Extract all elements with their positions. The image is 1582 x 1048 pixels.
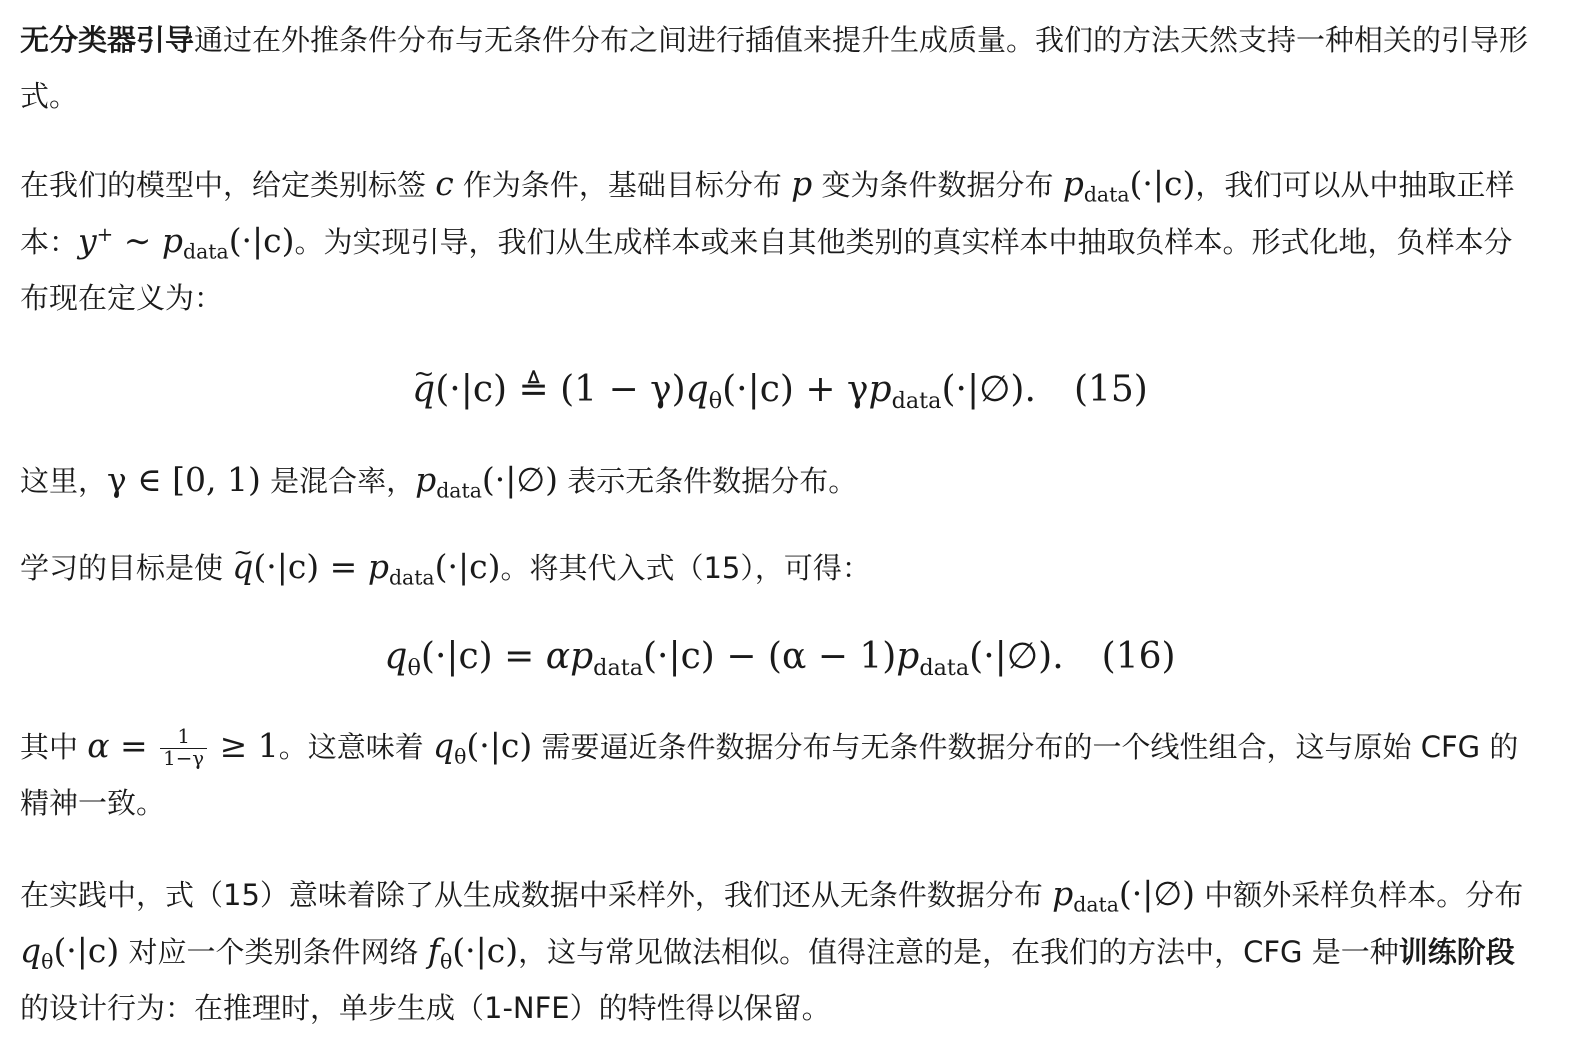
- paragraph-text: 变为条件数据分布: [812, 168, 1063, 202]
- paragraph-text: ，这与常见做法相似。值得注意的是，在我们的方法中，CFG 是一种: [518, 935, 1399, 969]
- equation-number: (15): [1073, 369, 1148, 410]
- math-q-theta: $q_\theta(\cdot|c)$: [432, 726, 533, 769]
- paragraph-text: 。为实现引导，我们从生成样本或来自其他类别的真实样本中抽取负样本。形式化地，负样本分布现在定义为：: [20, 225, 1513, 315]
- math-alpha-def: α = $\frac{1}{1-\gamma}$ ≥ 1: [87, 724, 279, 770]
- math-q-theta: $q_\theta(\cdot|c)$: [20, 931, 120, 974]
- math-pdata-cond: $p_{data}(\cdot|c)$: [1062, 164, 1196, 207]
- paragraph-conditioning: [20, 156, 1540, 326]
- paragraph-text: 在实践中，式（15）意味着除了从生成数据中采样外，我们还从无条件数据分布: [20, 878, 1053, 912]
- paragraph-text: 作为条件，基础目标分布: [453, 168, 792, 202]
- equation-15: ~ q(·|c) ≜ $(1 - \gamma)q_\theta(\cdot|c)$ + $\gamma p_{data}(\cdot|\emptyset)$. (15): [20, 365, 1540, 415]
- paragraph-text: 中额外采样负样本。分布: [1195, 878, 1524, 912]
- paragraph-mixing-rate: [20, 452, 857, 509]
- math-gamma-range: γ ∈ [0, 1): [107, 460, 261, 499]
- math-objective: ~ $q(\cdot|c) = p_{data}(\cdot|c)$: [232, 547, 500, 586]
- paragraph-text: 是混合率，: [260, 464, 416, 498]
- paragraph-alpha: [20, 718, 1540, 831]
- paragraph-text: 。将其代入式（15），可得：: [500, 551, 871, 585]
- paragraph-text: 对应一个类别条件网络: [119, 935, 428, 969]
- math-pdata-uncond: $p_{data}(\cdot|\emptyset)$: [415, 460, 558, 503]
- fraction: $\frac{1}{1-\gamma}$: [160, 727, 207, 770]
- paragraph-learning-objective: [20, 539, 871, 596]
- paragraph-text: 这里，: [20, 464, 108, 498]
- paragraph-text: 表示无条件数据分布。: [558, 464, 858, 498]
- math-c: c: [435, 164, 454, 203]
- paragraph-text: 通过在外推条件分布与无条件分布之间进行插值来提升生成质量。我们的方法天然支持一种相关的引导形式。: [20, 23, 1529, 113]
- paragraph-text: 其中: [20, 730, 88, 764]
- equation-16: $q_\theta(\cdot|c) = \alpha p_{data}(\cdot|c) - (\alpha$ − $1)p_{data}(\cdot|\emptyset)$. (16): [384, 636, 1176, 682]
- math-positive-sample: y+ ∼ $p_{data}(\cdot|c)$: [78, 221, 295, 264]
- paragraph-cfg-intro: [20, 12, 1540, 124]
- equation-number: (16): [1101, 636, 1176, 677]
- bold-term-cfg: 无分类器引导: [20, 23, 195, 57]
- math-f-theta: $f_\theta(\cdot|c)$: [427, 931, 519, 974]
- paragraph-text: 。这意味着: [278, 730, 433, 764]
- paragraph-text: 学习的目标是使: [20, 551, 233, 585]
- paragraph-text: 需要逼近条件数据分布与无条件数据分布的一个线性组合，这与原始 CFG 的精神一致。: [20, 730, 1519, 820]
- paragraph-text: 在我们的模型中，给定类别标签: [20, 168, 436, 202]
- paragraph-text: 的设计行为：在推理时，单步生成（1-NFE）的特性得以保留。: [20, 991, 831, 1025]
- math-p: p: [791, 164, 813, 203]
- paragraph-text: ，我们可以从中抽取正样本：: [20, 168, 1515, 259]
- bold-term-training-stage: 训练阶段: [1398, 935, 1515, 969]
- math-pdata-uncond: $p_{data}(\cdot|\emptyset)$: [1052, 874, 1196, 917]
- paragraph-practice: [20, 866, 1540, 1036]
